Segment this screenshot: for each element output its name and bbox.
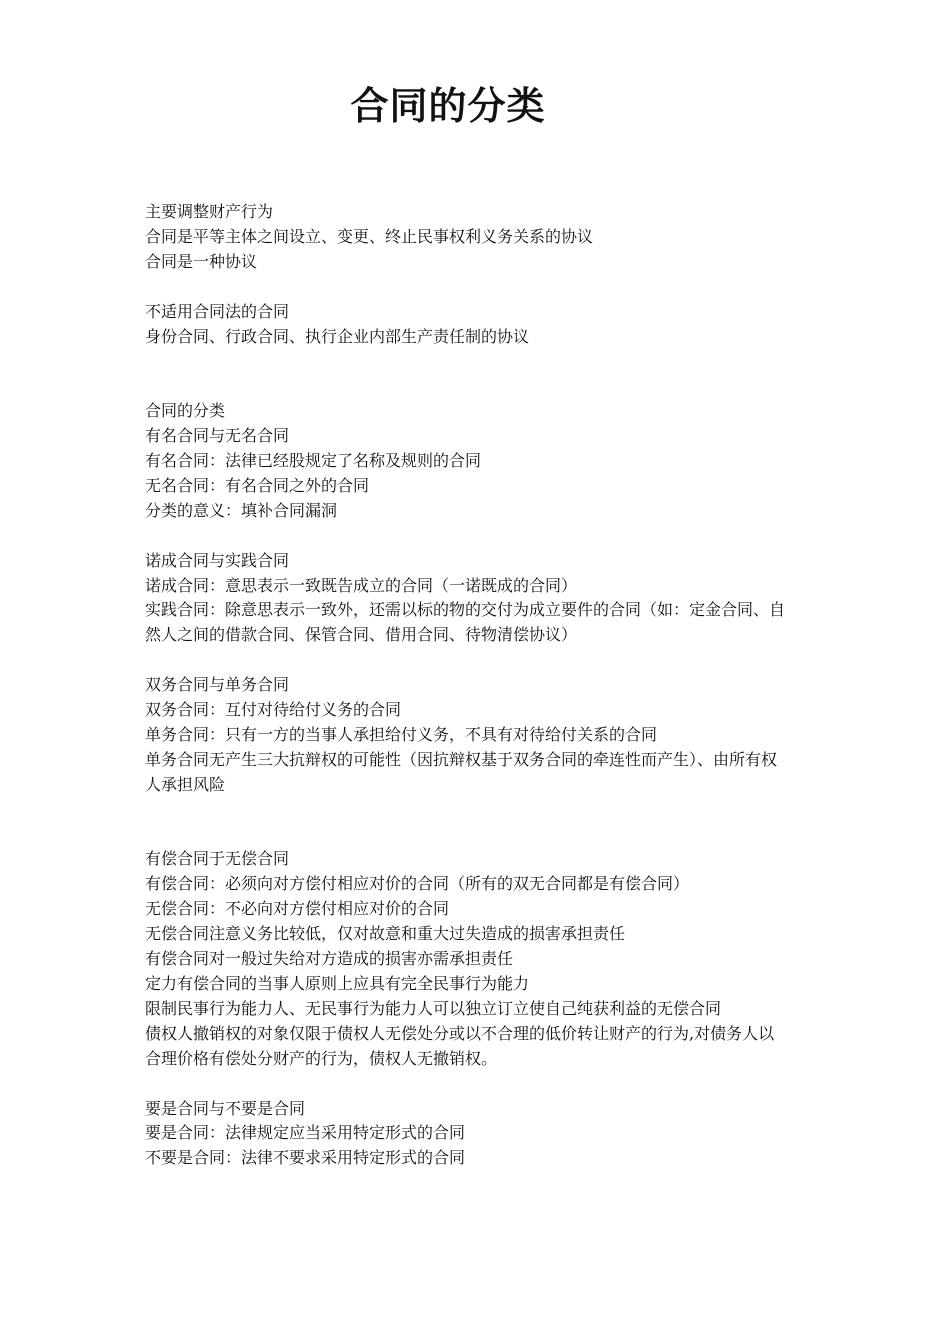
body-line: 定力有偿合同的当事人原则上应具有完全民事行为能力 bbox=[145, 973, 530, 993]
body-line: 限制民事行为能力人、无民事行为能力人可以独立订立使自己纯获利益的无偿合同 bbox=[145, 998, 722, 1018]
body-line: 无名合同：有名合同之外的合同 bbox=[145, 475, 370, 495]
body-line: 合同是平等主体之间设立、变更、终止民事权利义务关系的协议 bbox=[145, 226, 594, 246]
section-heading: 有名合同与无名合同 bbox=[145, 426, 290, 446]
body-line: 要是合同：法律规定应当采用特定形式的合同 bbox=[145, 1123, 466, 1143]
body-line: 实践合同：除意思表示一致外，还需以标的物的交付为成立要件的合同（如：定金合同、自 bbox=[145, 600, 786, 620]
section-heading: 有偿合同于无偿合同 bbox=[145, 849, 290, 869]
body-line: 不要是合同：法律不要求采用特定形式的合同 bbox=[145, 1148, 466, 1168]
body-line: 债权人撤销权的对象仅限于债权人无偿处分或以不合理的低价转让财产的行为,对债务人以 bbox=[145, 1023, 775, 1043]
blank-line bbox=[145, 349, 825, 374]
section-heading: 诺成合同与实践合同 bbox=[145, 550, 290, 570]
body-line: 然人之间的借款合同、保管合同、借用合同、待物清偿协议） bbox=[145, 625, 578, 645]
body-line: 分类的意义：填补合同漏洞 bbox=[145, 500, 338, 520]
blank-line bbox=[145, 823, 825, 848]
body-line: 有名合同：法律已经股规定了名称及规则的合同 bbox=[145, 451, 482, 471]
blank-line bbox=[145, 648, 825, 673]
section-heading: 不适用合同法的合同 bbox=[145, 301, 290, 321]
body-line: 主要调整财产行为 bbox=[145, 202, 274, 221]
body-line: 单务合同：只有一方的当事人承担给付义务，不具有对待给付关系的合同 bbox=[145, 724, 658, 744]
blank-line bbox=[145, 524, 825, 549]
body-line: 有偿合同：必须向对方偿付相应对价的合同（所有的双无合同都是有偿合同） bbox=[145, 874, 690, 894]
body-line: 合同是一种协议 bbox=[145, 251, 258, 271]
body-line: 身份合同、行政合同、执行企业内部生产责任制的协议 bbox=[145, 326, 530, 346]
body-line: 无偿合同注意义务比较低，仅对故意和重大过失造成的损害承担责任 bbox=[145, 924, 626, 944]
blank-line bbox=[145, 374, 825, 399]
body-line: 有偿合同对一般过失给对方造成的损害亦需承担责任 bbox=[145, 949, 514, 969]
document-body bbox=[145, 200, 825, 1171]
body-line: 无偿合同：不必向对方偿付相应对价的合同 bbox=[145, 899, 450, 919]
page-title: 合同的分类 bbox=[350, 84, 546, 128]
blank-line bbox=[145, 798, 825, 823]
section-heading: 合同的分类 bbox=[145, 401, 226, 421]
body-line: 单务合同无产生三大抗辩权的可能性（因抗辩权基于双务合同的牵连性而产生）、由所有权 bbox=[145, 749, 778, 769]
section-heading: 双务合同与单务合同 bbox=[145, 675, 290, 695]
body-line: 合理价格有偿处分财产的行为，债权人无撤销权。 bbox=[145, 1048, 498, 1068]
body-line: 诺成合同：意思表示一致既告成立的合同（一诺既成的合同） bbox=[145, 575, 578, 595]
body-line: 双务合同：互付对待给付义务的合同 bbox=[145, 700, 402, 720]
body-line: 人承担风险 bbox=[145, 774, 226, 794]
blank-line bbox=[145, 1072, 825, 1097]
section-heading: 要是合同与不要是合同 bbox=[145, 1098, 306, 1118]
blank-line bbox=[145, 275, 825, 300]
